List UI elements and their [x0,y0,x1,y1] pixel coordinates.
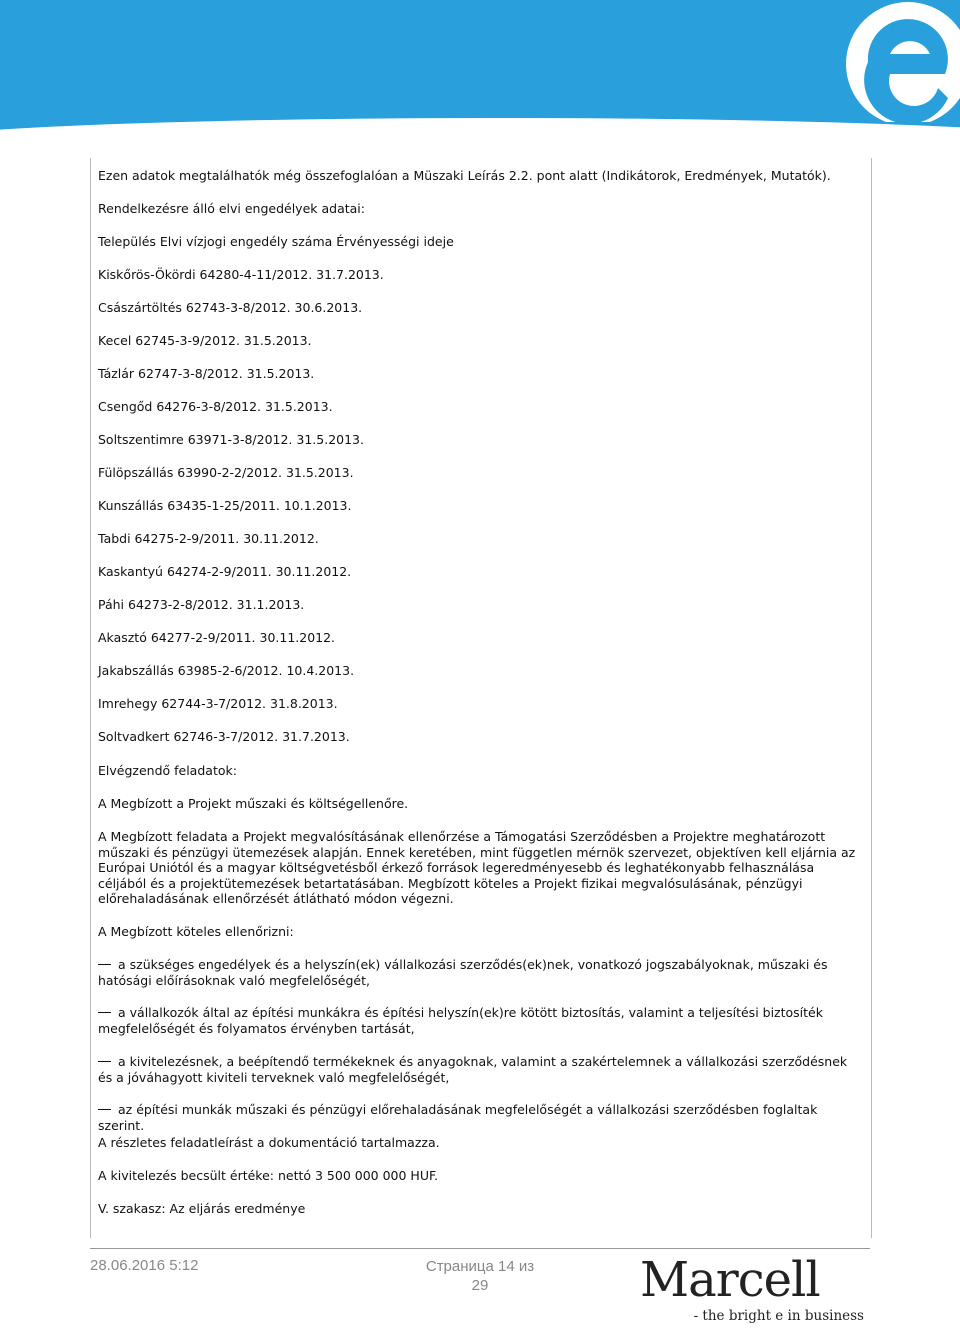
permit-row: Imrehegy 62744-3-7/2012. 31.8.2013. [98,696,338,711]
permit-row: Páhi 64273-2-8/2012. 31.1.2013. [98,597,305,612]
permit-row: Kiskőrös-Ökördi 64280-4-11/2012. 31.7.2013. [98,267,384,282]
permit-row: Tabdi 64275-2-9/2011. 30.11.2012. [98,531,319,546]
brand-logo [640,1252,870,1327]
section-v-heading: V. szakasz: Az eljárás eredménye [98,1201,306,1216]
page-label: Страница 14 из [425,1258,535,1275]
permit-row: Soltvadkert 62746-3-7/2012. 31.7.2013. [98,729,350,744]
check-item: a vállalkozók által az építési munkákra és építési helyszín(ek)re kötött biztosítás, valamint a teljesítési biztosíték megfelelőségét és folyamatos érvényben tartását, [98,1005,856,1036]
tasks-intro: A Megbízott a Projekt műszaki és költségellenőre. [98,796,409,811]
check-heading: A Megbízott köteles ellenőrizni: [98,924,294,939]
tasks-paragraph: A Megbízott feladata a Projekt megvalósításának ellenőrzése a Támogatási Szerződésben a Projektre meghatározott műszaki és pénzügyi ütemezések alapján. Ennek keretében, mint független mérnök szervezet, objektíven kell eljárnia az Európai Uniótól és a magyar költségvetésből érkező források legeredményesebb és leghatékonyabb felhasználása céljából és a projektütemezések betartatásában. Megbízott köteles a Projekt fizikai megvalósulásának, pénzügyi előrehaladásának ellenőrzését átlátható módon végezni. [98,829,856,906]
permit-row: Kaskantyú 64274-2-9/2011. 30.11.2012. [98,564,352,579]
detail-note: A részletes feladatleírást a dokumentáció tartalmazza. [98,1135,440,1150]
footer-divider [90,1248,870,1249]
permits-columns: Település Elvi vízjogi engedély száma Érvényességi ideje [98,234,454,249]
permit-row: Császártöltés 62743-3-8/2012. 30.6.2013. [98,300,363,315]
permits-heading: Rendelkezésre álló elvi engedélyek adatai: [98,201,365,216]
tasks-heading: Elvégzendő feladatok: [98,763,237,778]
header-banner [0,0,960,155]
brand-tagline: - the bright e in business [693,1308,864,1324]
footer-datetime: 28.06.2016 5:12 [90,1257,199,1274]
permit-row: Csengőd 64276-3-8/2012. 31.5.2013. [98,399,333,414]
document-body [90,158,872,1238]
banner-curve [0,118,960,155]
permit-row: Fülöpszállás 63990-2-2/2012. 31.5.2013. [98,465,354,480]
e-logo-icon [830,2,960,122]
page-total: 29 [471,1277,489,1294]
permit-row: Tázlár 62747-3-8/2012. 31.5.2013. [98,366,315,381]
estimate-text: A kivitelezés becsült értéke: nettó 3 500 000 000 HUF. [98,1168,439,1183]
permit-row: Kecel 62745-3-9/2012. 31.5.2013. [98,333,312,348]
permit-row: Soltszentimre 63971-3-8/2012. 31.5.2013. [98,432,364,447]
permit-row: Jakabszállás 63985-2-6/2012. 10.4.2013. [98,663,355,678]
check-item: a kivitelezésnek, a beépítendő termékeknek és anyagoknak, valamint a szakértelemnek a vállalkozási szerződésnek és a jóváhagyott kiviteli terveknek való megfelelőségét, [98,1054,856,1085]
brand-name: Marcell [640,1252,820,1308]
permit-row: Kunszállás 63435-1-25/2011. 10.1.2013. [98,498,352,513]
footer-page-number [410,1257,550,1295]
check-item: a szükséges engedélyek és a helyszín(ek) vállalkozási szerződés(ek)nek, vonatkozó jogszabályoknak, műszaki és hatósági előírásoknak való megfelelőségét, [98,957,856,988]
check-item: az építési munkák műszaki és pénzügyi előrehaladásának megfelelőségét a vállalkozási szerződésben foglaltak szerint. [98,1102,856,1133]
intro-text: Ezen adatok megtalálhatók még összefoglalóan a Müszaki Leírás 2.2. pont alatt (Indikátorok, Eredmények, Mutatók). [98,168,831,183]
permit-row: Akasztó 64277-2-9/2011. 30.11.2012. [98,630,336,645]
